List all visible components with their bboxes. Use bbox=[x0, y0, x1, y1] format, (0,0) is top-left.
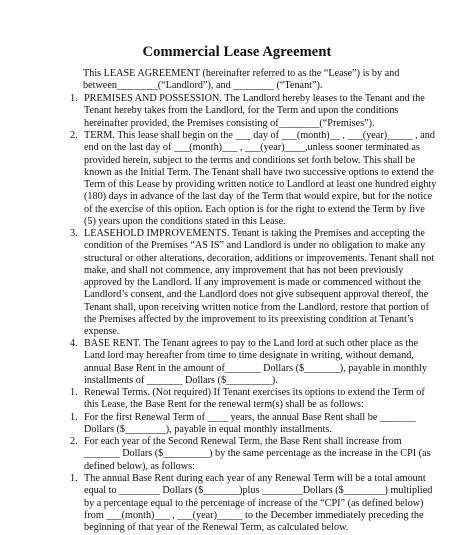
section-text bbox=[84, 228, 444, 338]
section-line: Term of this Lease by providing written notice to Landlord at least one hundred eighty bbox=[84, 179, 437, 190]
section-line: beginning of that year of the Renewal Term, as calculated below. bbox=[84, 522, 349, 533]
intro-line: between________(“Landlord”), and ________ (“Tenant”). bbox=[83, 80, 323, 92]
section-line: TERM. This lease shall begin on the ___ day of ___(month)__ , ___(year)_____ , and bbox=[84, 130, 435, 141]
section-line: Dollars ($________), payable in equal monthly installments. bbox=[84, 424, 332, 436]
section-line: by a percentage equal to the percentage of increase of the “CPI” (as defined below) bbox=[84, 497, 424, 509]
section-number: 4. bbox=[70, 338, 78, 349]
section-line: hereinafter provided, the Premises consisting of________(“Premises”). bbox=[84, 117, 375, 129]
section-text bbox=[84, 412, 444, 437]
section-number: 3. bbox=[70, 228, 78, 239]
section-line: condition of the Premises “AS IS” and Landlord is under no obligation to make any bbox=[84, 240, 426, 252]
section-line: installments of _______ Dollars ($_________). bbox=[84, 374, 278, 386]
section-text bbox=[84, 130, 444, 228]
section-line: Landlord’s consent, and the Landlord does not give subsequent approval thereof, the bbox=[84, 289, 429, 301]
section-text bbox=[84, 387, 444, 412]
section-line: end on the last day of ___(month)___ , ___(year)____,unless sooner terminated as bbox=[84, 142, 420, 154]
section-number: 2. bbox=[70, 130, 78, 141]
section-number: 2. bbox=[70, 436, 78, 447]
lease-section bbox=[70, 436, 444, 473]
section-line: structural or other alterations, decoration, additions or improvements. Tenant shall not bbox=[84, 252, 435, 264]
section-number: 1. bbox=[70, 473, 78, 484]
section-line: expense. bbox=[84, 326, 120, 337]
section-line: For each year of the Second Renewal Term, the Base Rent shall increase from bbox=[84, 436, 402, 447]
section-line: For the first Renewal Term of ____ years, the annual Base Rent shall be _______ bbox=[84, 412, 416, 423]
section-line: equal to ________ Dollars ($_______)plus ________Dollars ($________) multiplied bbox=[84, 485, 433, 497]
section-line: of the exercise of this option. Each option is for the right to extend the Term by five bbox=[84, 203, 425, 215]
section-line: make, and shall not commence, any improvement that has not been previously bbox=[84, 264, 404, 276]
section-line: Tenant shall, upon receiving written notice from the Landlord, restore that portion of bbox=[84, 301, 429, 313]
section-line: PREMISES AND POSSESSION. The Landlord hereby leases to the Tenant and the bbox=[84, 93, 425, 104]
lease-section bbox=[70, 338, 444, 387]
lease-section bbox=[70, 228, 444, 338]
section-line: Tenant hereby takes from the Landlord, for the Term and upon the conditions bbox=[84, 105, 399, 117]
section-text bbox=[84, 436, 444, 473]
section-number: 1. bbox=[70, 93, 78, 104]
intro-paragraph bbox=[83, 68, 443, 92]
section-line: _______ Dollars ($_________) by the same percentage as the increase in the CPI (as bbox=[84, 448, 431, 460]
section-line: from ___(month)___ , ___(year)_____ to the December immediately preceding the bbox=[84, 509, 424, 521]
section-line: Renewal Terms. (Not required) If Tenant exercises its options to extend the Term of bbox=[84, 387, 425, 398]
intro-line: This LEASE AGREEMENT (hereinafter referred to as the “Lease”) is by and bbox=[83, 68, 400, 79]
section-line: LEASEHOLD IMPROVEMENTS. Tenant is taking the Premises and accepting the bbox=[84, 228, 425, 239]
section-text bbox=[84, 473, 444, 534]
section-line: (5) years upon the conditions stated in this Lease. bbox=[84, 215, 286, 227]
section-line: known as the Initial Term. The Tenant shall have two successive options to extend the bbox=[84, 166, 434, 178]
lease-section bbox=[70, 473, 444, 534]
section-line: (180) days in advance of the last day of the Term that would expire, but for the notice bbox=[84, 191, 433, 203]
section-line: this Lease, the Base Rent for the renewal term(s) shall be as follows: bbox=[84, 399, 364, 411]
section-line: Land lord may hereafter from time to time designate in writing, without demand, bbox=[84, 350, 414, 362]
section-line: BASE RENT. The Tenant agrees to pay to the Land lord at such other place as the bbox=[84, 338, 418, 349]
lease-section bbox=[70, 412, 444, 437]
section-number: 1. bbox=[70, 412, 78, 423]
lease-section bbox=[70, 130, 444, 228]
section-line: provided herein, subject to the terms and conditions set forth below. This shall be bbox=[84, 154, 416, 166]
section-line: defined below), as follows: bbox=[84, 460, 195, 472]
document-title: Commercial Lease Agreement bbox=[142, 44, 332, 60]
lease-section bbox=[70, 387, 444, 412]
section-text bbox=[84, 93, 444, 130]
section-number: 1. bbox=[70, 387, 78, 398]
section-line: The annual Base Rent during each year of any Renewal Term will be a total amount bbox=[84, 473, 426, 484]
section-text bbox=[84, 338, 444, 387]
section-line: annual Base Rent in the amount of_______ Dollars ($_______), payable in monthly bbox=[84, 362, 427, 374]
lease-section bbox=[70, 93, 444, 130]
section-line: approved by the Landlord. If any improvement is made or commenced without the bbox=[84, 277, 421, 288]
section-line: the Premises affected by the improvement to its preexisting condition at Tenant’s bbox=[84, 313, 414, 325]
